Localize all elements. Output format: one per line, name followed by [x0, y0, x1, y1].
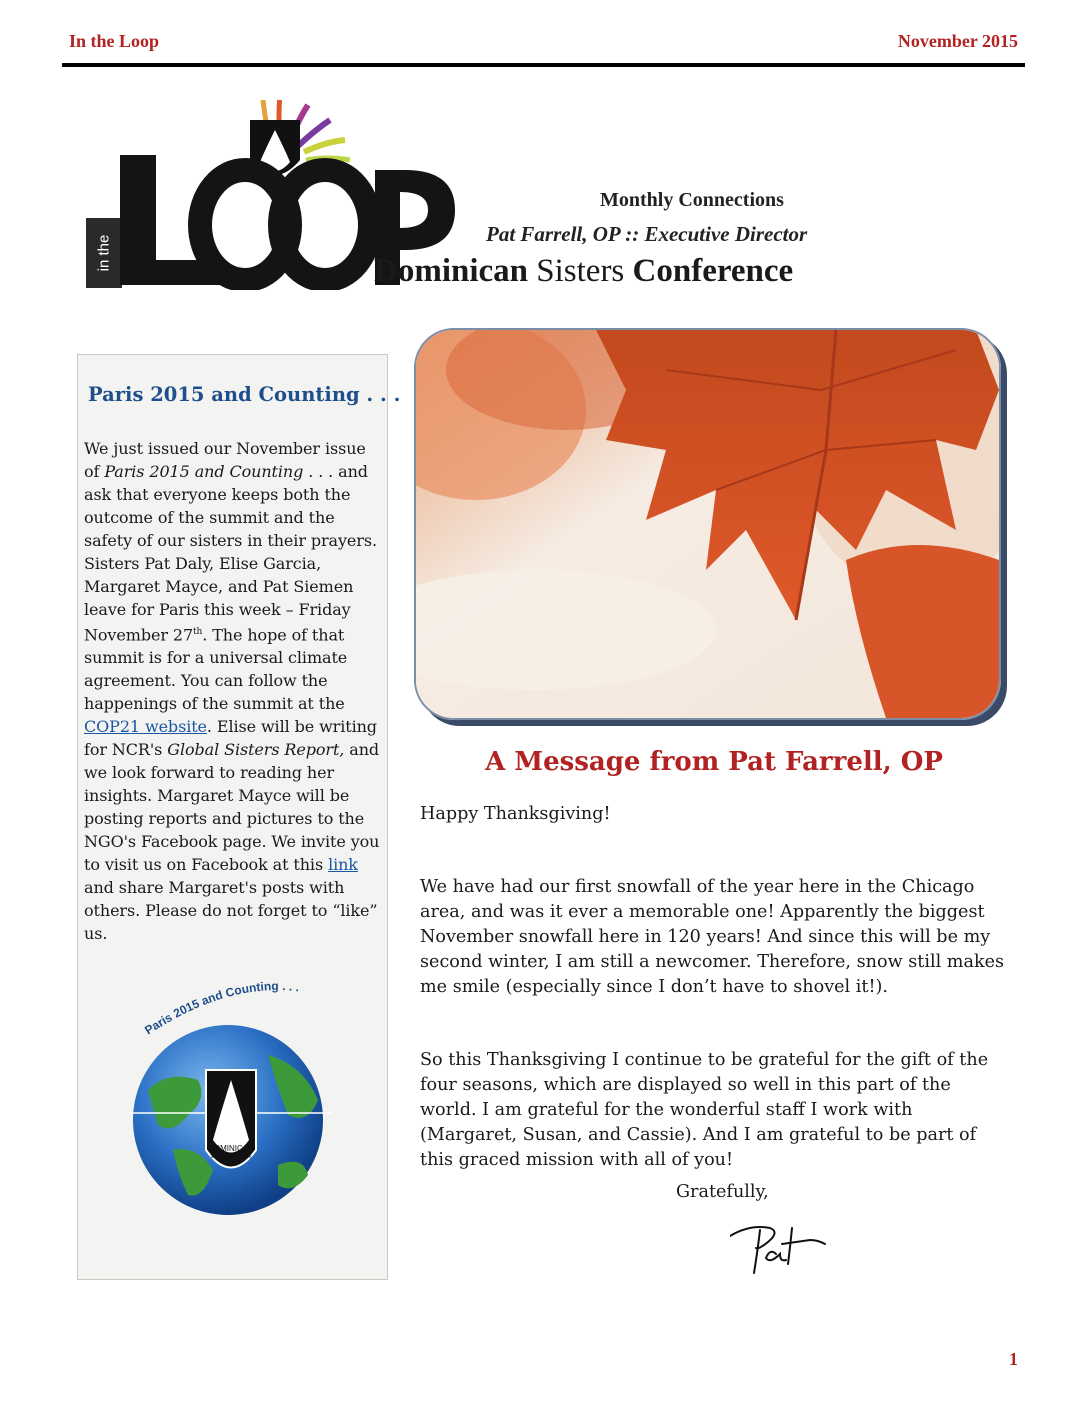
- signature: [730, 1218, 830, 1278]
- masthead-org-name: [374, 253, 793, 290]
- org-name-dominican: Dominican: [374, 253, 529, 289]
- message-paragraph-2: So this Thanksgiving I continue to be grateful for the gift of the four seasons, which are displayed so well in this part of the world. I am grateful for the wonderful staff I work with (Margaret, Susan, and Cassie). And I am grateful to be part of this graced mission with all of you!: [420, 1050, 989, 1170]
- masthead-tagline: Monthly Connections: [600, 189, 784, 211]
- shield-text: DOMINICAN: [208, 1144, 254, 1153]
- shield-subtext: sisters conference: [210, 1154, 252, 1160]
- sidebar-text: . Elise will be writing for NCR's: [84, 717, 377, 760]
- sidebar-body: [84, 437, 386, 945]
- globe-arc-text: Paris 2015 and Counting . . .: [142, 978, 301, 1038]
- shield-icon: [206, 1070, 256, 1168]
- sidebar-italic-title: Paris 2015 and Counting: [104, 462, 304, 481]
- autumn-leaf-photo: [414, 328, 1001, 720]
- message-greeting: Happy Thanksgiving!: [420, 804, 611, 824]
- org-name-conference: Conference: [632, 253, 794, 289]
- message-title: A Message from Pat Farrell, OP: [485, 747, 943, 777]
- message-body: [420, 802, 1010, 1173]
- masthead-director: Pat Farrell, OP :: Executive Director: [486, 222, 808, 246]
- logo-prefix-tab: [86, 218, 122, 288]
- sidebar-text: . . . and ask that everyone keeps both the outcome of the summit and the safety of our sisters in their prayers. Sisters Pat Daly, Elise Garcia, Margaret Mayce, and Pat Siemen leave for Paris this week – Friday November 27: [84, 462, 377, 645]
- sidebar-text: . The hope of that summit is for a universal climate agreement. You can follow the happenings of the summit at the: [84, 625, 348, 714]
- maple-leaf-icon: [416, 330, 999, 718]
- paris-sidebar: [77, 354, 401, 1280]
- sidebar-text: and share Margaret's posts with others. Please do not forget to “like” us.: [84, 878, 378, 944]
- issue-date: November 2015: [897, 31, 1018, 51]
- facebook-link[interactable]: link: [328, 855, 358, 875]
- logo-prefix-text: in the: [95, 234, 113, 272]
- sidebar-text: We just issued our November issue of: [84, 439, 366, 481]
- header-divider: [62, 63, 1025, 67]
- sidebar-italic-gsr: Global Sisters Report,: [167, 740, 345, 760]
- newsletter-name: In the Loop: [69, 31, 160, 51]
- message-paragraph-1: We have had our first snowfall of the year here in the Chicago area, and was it ever a memorable one! Apparently the biggest November snowfall here in 120 years! And since this will be my second winter, I am still a newcomer. Therefore, snow still makes me smile (especially since I don’t have to shovel it!).: [420, 877, 1005, 997]
- org-name-sisters: Sisters: [536, 253, 625, 289]
- paris-globe-logo: [128, 975, 338, 1225]
- sidebar-title: Paris 2015 and Counting . . .: [88, 383, 401, 406]
- page-number: 1: [1009, 1349, 1018, 1369]
- sidebar-text: and we look forward to reading her insights. Margaret Mayce will be posting reports and pictures to the NGO's Facebook page. We invite you to visit us on Facebook at this: [84, 740, 380, 875]
- cop21-link[interactable]: COP21 website: [84, 717, 207, 737]
- message-closing: Gratefully,: [676, 1182, 769, 1202]
- sidebar-superscript: th: [193, 627, 203, 637]
